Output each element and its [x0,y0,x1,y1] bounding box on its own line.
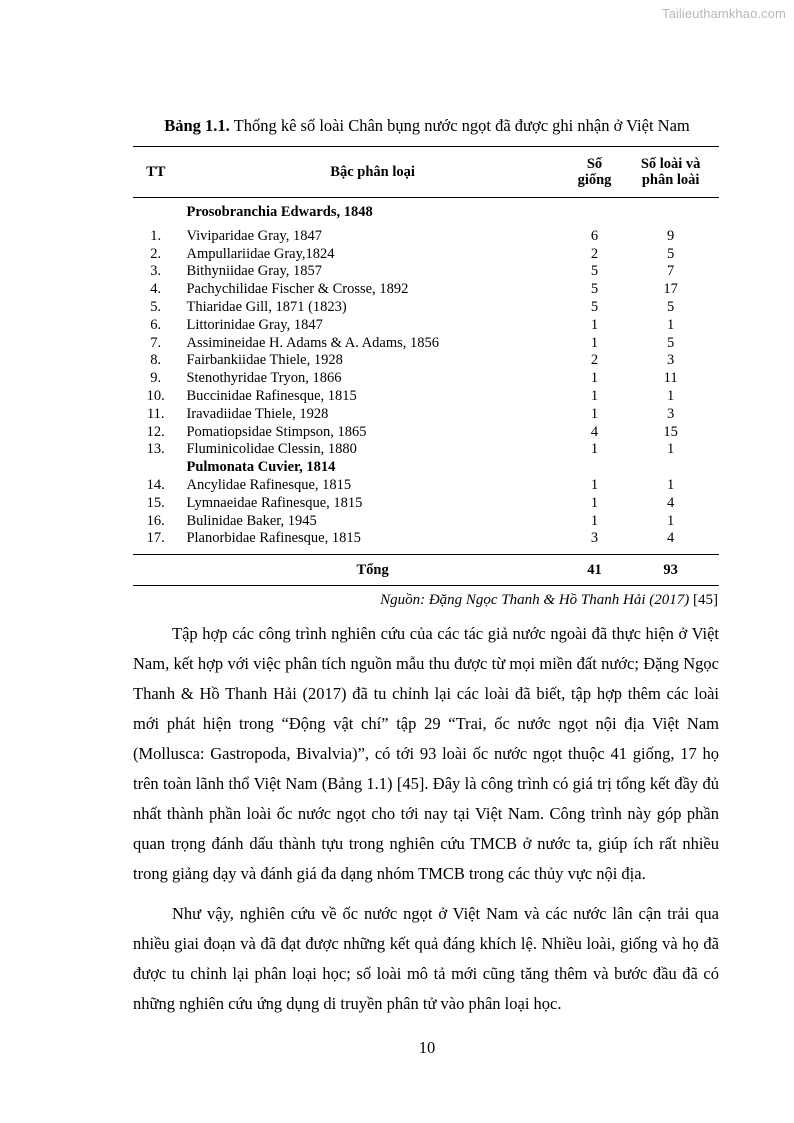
row-genera: 1 [590,494,599,511]
row-tt: 4. [150,281,162,298]
total-row [133,555,719,586]
row-species: 1 [667,387,675,404]
group-label: Pulmonata Cuvier, 1814 [186,459,336,476]
row-taxon: Pachychilidae Fischer & Crosse, 1892 [186,281,409,298]
row-species: 4 [667,530,675,547]
watermark: Tailieuthamkhao.com [661,6,786,21]
row-tt: 2. [150,245,162,262]
row-genera: 5 [590,263,599,280]
row-taxon: Planorbidae Rafinesque, 1815 [186,530,361,547]
header-genera [567,147,623,198]
header-species-line1: Số loài và [640,156,701,172]
group-row-prosobranchia [133,204,719,222]
header-species [622,147,719,198]
row-species: 7 [667,263,675,280]
row-taxon: Bulinidae Baker, 1945 [186,512,317,529]
row-tt: 14. [146,476,165,493]
row-taxon: Thiaridae Gill, 1871 (1823) [186,298,347,315]
row-species: 1 [667,441,675,458]
row-genera: 3 [590,530,599,547]
row-species: 9 [667,227,675,244]
table-row [133,281,719,299]
table-row [133,352,719,370]
row-species: 1 [667,512,675,529]
row-genera: 1 [590,476,599,493]
row-tt: 11. [146,405,165,422]
table-caption-text: Thống kê số loài Chân bụng nước ngọt đã được ghi nhận ở Việt Nam [229,116,690,135]
row-species: 11 [663,370,678,387]
row-genera: 6 [590,227,599,244]
row-genera: 1 [590,512,599,529]
table-row [133,335,719,353]
row-genera: 4 [590,423,599,440]
row-taxon: Pomatiopsidae Stimpson, 1865 [186,423,367,440]
row-taxon: Fluminicolidae Clessin, 1880 [186,441,357,458]
table-row [133,495,719,513]
total-genera: 41 [567,555,623,586]
page-number: 10 [418,1038,436,1057]
row-genera: 5 [590,298,599,315]
table-row [133,370,719,388]
source-text: Nguồn: Đặng Ngọc Thanh & Hồ Thanh Hải (2017) [380,592,690,608]
table-row [133,246,719,264]
row-tt: 9. [150,370,162,387]
table-source [380,592,718,609]
row-taxon: Littorinidae Gray, 1847 [186,316,323,333]
table-row [133,477,719,495]
row-species: 17 [663,281,678,298]
row-tt: 13. [146,441,165,458]
row-species: 3 [667,405,675,422]
row-genera: 1 [590,316,599,333]
row-species: 1 [667,316,675,333]
table-row [133,228,719,246]
row-genera: 5 [590,281,599,298]
header-genera-line1: Số [586,156,603,172]
table-caption [0,116,794,136]
table-row [133,388,719,406]
header-genera-line2: giống [577,172,612,188]
group-label: Prosobranchia Edwards, 1848 [186,204,373,220]
total-species: 93 [622,555,719,586]
row-genera: 1 [590,441,599,458]
row-taxon: Assimineidae H. Adams & A. Adams, 1856 [186,334,440,351]
table-row [133,424,719,442]
table-body [133,198,719,586]
body-paragraph-2: Như vậy, nghiên cứu về ốc nước ngọt ở Việt Nam và các nước lân cận trải qua nhiều giai đoạn và đã đạt được những kết quả đáng khích lệ. Nhiều loài, giống và họ đã được tu chỉnh lại phân loại học; số loài mô tả mới cũng tăng thêm và bước đầu đã có những nghiên cứu ứng dụng di truyền phân tử vào phân loại học. [133,904,719,1013]
row-taxon: Iravadiidae Thiele, 1928 [186,405,329,422]
row-tt: 5. [150,298,162,315]
row-taxon: Lymnaeidae Rafinesque, 1815 [186,494,363,511]
row-tt: 17. [146,530,165,547]
row-taxon: Stenothyridae Tryon, 1866 [186,370,342,387]
table-row [133,530,719,548]
table-row [133,317,719,335]
row-tt: 12. [146,423,165,440]
header-taxon: Bậc phân loại [178,147,566,198]
row-taxon: Ancylidae Rafinesque, 1815 [186,476,352,493]
header-species-line2: phân loài [641,172,700,188]
row-species: 15 [663,423,678,440]
row-species: 1 [667,476,675,493]
row-tt: 15. [146,494,165,511]
row-tt: 1. [150,227,162,244]
row-species: 4 [667,494,675,511]
table-row [133,299,719,317]
total-label: Tổng [178,555,566,586]
row-species: 5 [667,245,675,262]
table-header-row [133,147,719,198]
source-ref: [45] [689,592,718,608]
row-genera: 2 [590,352,599,369]
species-table [133,146,719,586]
table-row [133,263,719,281]
row-tt: 7. [150,334,162,351]
table-row [133,441,719,459]
row-species: 5 [667,298,675,315]
header-tt: TT [133,147,178,198]
body-paragraph-1: Tập hợp các công trình nghiên cứu của các tác giả nước ngoài đã thực hiện ở Việt Nam, kết hợp với việc phân tích nguồn mẫu thu được từ mọi miền đất nước; Đặng Ngọc Thanh & Hồ Thanh Hải (2017) đã tu chỉnh lại các loài đã biết, tập hợp thêm các loài mới phát hiện trong “Động vật chí” tập 29 “Trai, ốc nước ngọt nội địa Việt Nam (Mollusca: Gastropoda, Bivalvia)”, có tới 93 loài ốc nước ngọt thuộc 41 giống, 17 họ trên toàn lãnh thổ Việt Nam (Bảng 1.1) [45]. Đây là công trình có giá trị tổng kết đầy đủ nhất thành phần loài ốc nước ngọt cho tới nay tại Việt Nam. Công trình này góp phần quan trọng đánh dấu thành tựu trong nghiên cứu TMCB ở nước ta, giúp ích rất nhiều trong giảng dạy và đánh giá đa dạng nhóm TMCB trong các thủy vực nội địa. [133,624,719,883]
row-tt: 10. [146,387,165,404]
row-genera: 1 [590,370,599,387]
row-taxon: Bithyniidae Gray, 1857 [186,263,323,280]
table-row [133,406,719,424]
row-taxon: Viviparidae Gray, 1847 [186,227,322,244]
row-tt: 16. [146,512,165,529]
row-genera: 2 [590,245,599,262]
row-taxon: Buccinidae Rafinesque, 1815 [186,387,357,404]
row-genera: 1 [590,387,599,404]
row-genera: 1 [590,334,599,351]
row-species: 3 [667,352,675,369]
table-row [133,513,719,531]
row-taxon: Ampullariidae Gray,1824 [186,245,335,262]
row-taxon: Fairbankiidae Thiele, 1928 [186,352,343,369]
group-row-pulmonata [133,459,719,477]
row-tt: 8. [150,352,162,369]
row-tt: 3. [150,263,162,280]
row-tt: 6. [150,316,162,333]
table-caption-label: Bảng 1.1. [164,116,230,135]
row-genera: 1 [590,405,599,422]
row-species: 5 [667,334,675,351]
